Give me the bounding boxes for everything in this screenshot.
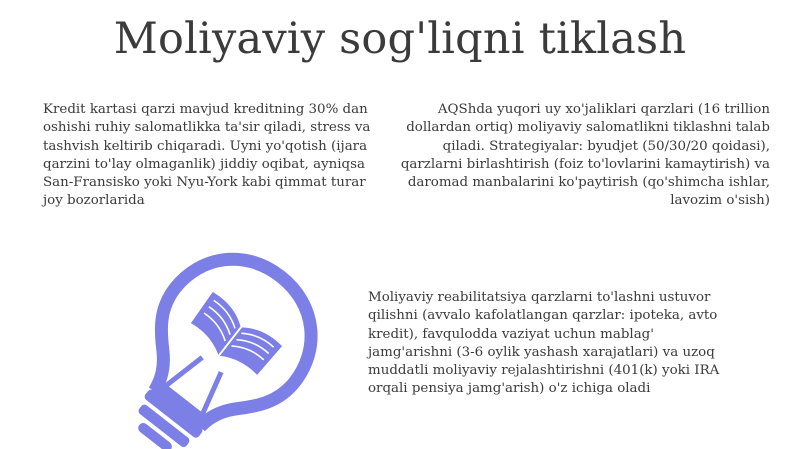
lightbulb-book-icon [126,249,322,449]
left-paragraph: Kredit kartasi qarzi mavjud kreditning 30% dan oshishi ruhiy salomatlikka ta'sir qiladi, stress va tashvish keltirib chiqaradi. Uyni yo'qotish (ijara qarzini to'lay olmaganlik) jiddiy oqibat, ayniqsa San-Fransisko yoki Nyu-York kabi qimmat turar joy bozorlarida [43,102,371,209]
right-paragraph: AQShda yuqori uy xo'jaliklari qarzlari (16 trillion dollardan ortiq) moliyaviy salomatlikni tiklashni talab qiladi. Strategiyalar: byudjet (50/30/20 qoidasi), qarzlarni birlashtirish (foiz to'lovlarini kamaytirish) va daromad manbalarini ko'paytirish (qo'shimcha ishlar, lavozim o'sish) [400,102,770,209]
bottom-paragraph: Moliyaviy reabilitatsiya qarzlarni to'lashni ustuvor qilishni (avvalo kafolatlangan qarzlar: ipoteka, avto kredit), favqulodda vaziyat uchun mablag' jamg'arishni (3-6 oylik yashash xarajatlari) va uzoq muddatli moliyaviy rejalashtirishni (401(k) yoki IRA orqali pensiya jamg'arish) o'z ichiga oladi [368,290,720,397]
slide-title: Moliyaviy sog'liqni tiklash [113,14,687,64]
